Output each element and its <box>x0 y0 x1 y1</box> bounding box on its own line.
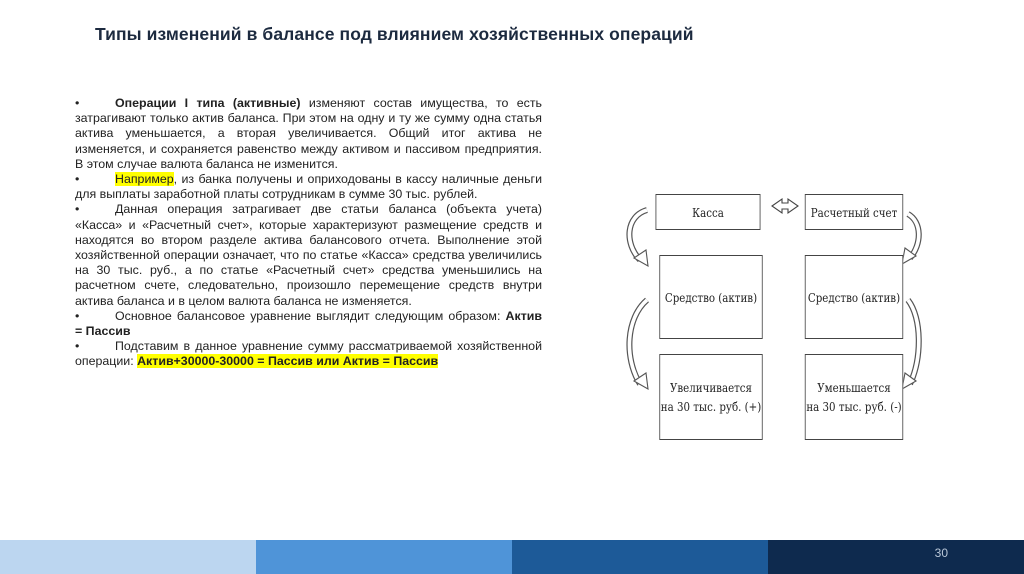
bullet: • <box>75 202 80 217</box>
footer-segment-2 <box>256 540 512 574</box>
paragraph-5-text: Подставим в данное уравнение сумму рассматриваемой хозяйственной операции: <box>75 339 542 369</box>
balance-diagram <box>622 188 922 448</box>
paragraph-4-text: Основное балансовое уравнение выглядит следующим образом: <box>115 308 506 323</box>
paragraph-5 <box>75 339 542 369</box>
box-right-asset-label: Средство (актив) <box>807 289 901 305</box>
paragraph-2 <box>75 172 542 202</box>
bullet: • <box>75 339 80 354</box>
bullet: • <box>75 96 80 110</box>
box-increase-line-1: Увеличивается <box>669 380 753 395</box>
paragraph-3 <box>75 202 542 308</box>
paragraph-1-text: изменяют состав имущества, то есть затрагивают только актив баланса. При этом на одну и ту же сумму одна статья актива уменьшается, а вторая увеличивается. Общий итог актива не изменяется, и сохраняется равенство между активом и пассивом предприятия. В этом случае валюта баланса не изменится. <box>75 96 543 171</box>
box-left-asset-label: Средство (актив) <box>664 289 758 305</box>
box-increase-line-2: на 30 тыс. руб. (+) <box>660 399 762 414</box>
double-arrow-icon <box>772 199 798 213</box>
box-settlement-account <box>805 194 903 230</box>
footer-segment-3 <box>512 540 768 574</box>
box-left-asset <box>659 255 762 339</box>
paragraph-2-text: , из банка получены и оприходованы в кассу наличные деньги для выплаты заработной платы сотрудникам в сумме 30 тыс. рублей. <box>75 172 542 202</box>
bullet: • <box>75 172 80 187</box>
footer-segment-1 <box>0 540 256 574</box>
box-decrease-line-2: на 30 тыс. руб. (-) <box>806 399 902 414</box>
box-decrease <box>805 354 903 440</box>
footer-segment-4 <box>768 540 1024 574</box>
operation-type-heading: Операции I типа (активные) <box>115 96 301 110</box>
box-kassa-label: Касса <box>692 204 724 220</box>
paragraph-3-text: Данная операция затрагивает две статьи баланса (объекта учета) «Касса» и «Расчетный счет», которые характеризуют размещение средств и находятся во втором разделе актива балансового отчета. Выполнение этой хозяйственной операции означает, что по статье «Касса» средства увеличились на 30 тыс. руб., а по статье «Расчетный счет» средства уменьшились на расчетном счете, следовательно, произошло перемещение средств внутри актива баланса и в целом валюта баланса не изменяется. <box>75 202 542 308</box>
balance-equation: Актив = Пассив <box>75 308 542 339</box>
box-increase <box>659 354 762 440</box>
box-settlement-account-label: Расчетный счет <box>810 204 898 220</box>
box-decrease-line-1: Уменьшается <box>817 380 891 395</box>
box-kassa <box>656 194 761 230</box>
paragraph-4 <box>75 309 542 339</box>
bullet: • <box>75 308 80 323</box>
slide-title: Типы изменений в балансе под влиянием хозяйственных операций <box>95 24 694 44</box>
footer-bar <box>0 540 1024 574</box>
paragraph-1 <box>75 96 542 172</box>
page-number: 30 <box>934 546 948 560</box>
slide-body <box>75 96 542 370</box>
equation-highlight: Актив+30000-30000 = Пассив или Актив = Пассив <box>137 354 439 369</box>
example-highlight: Например <box>115 172 174 187</box>
box-right-asset <box>805 255 903 339</box>
